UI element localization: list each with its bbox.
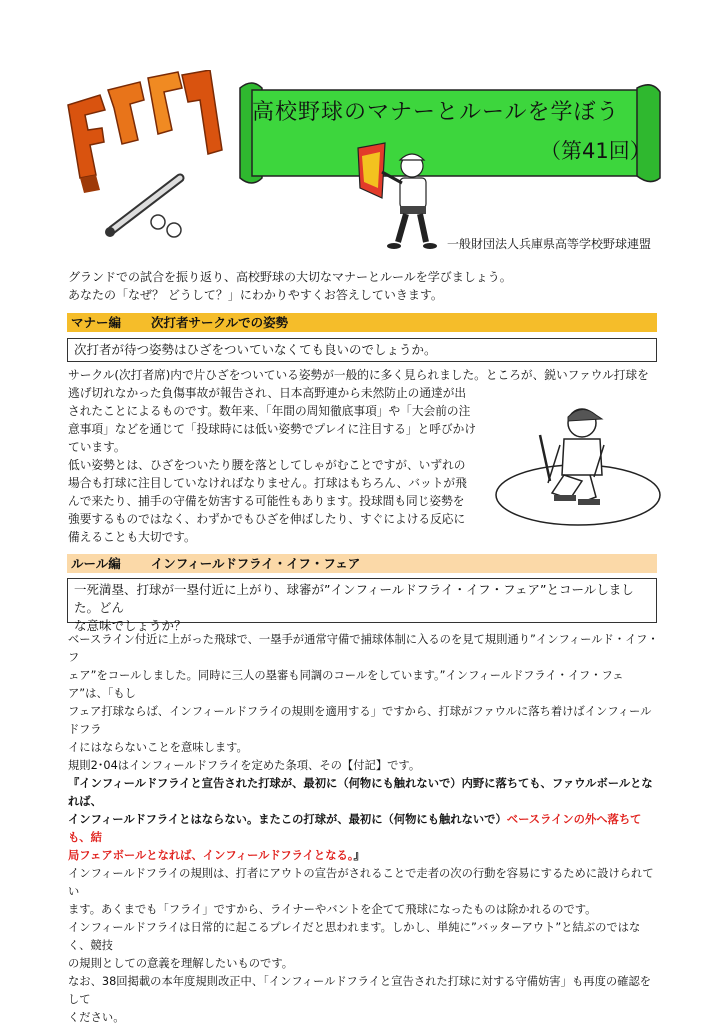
paragraph-line: 強要するものではなく、わずかでもひざを伸ばしたり、すぐによける反応に <box>68 512 466 526</box>
paragraph-line: されたことによるものです。数年来、「年間の周知徹底事項」や「大会前の注 <box>68 404 471 418</box>
player-with-flag-illustration <box>350 138 440 253</box>
question-text: 次打者が待つ姿勢はひざをついていなくても良いのでしょうか。 <box>74 342 437 357</box>
paragraph-line: イにはならないことを意味します。 <box>68 741 248 754</box>
paragraph-line: 備えることも大切です。 <box>68 530 196 544</box>
paragraph-line: なお、38回掲載の本年度規則改正中、「インフィールドフライと宣告された打球に対する守備妨害」も再度の確認をして <box>68 975 652 1006</box>
paragraph-line: の規則としての意義を理解したいものです。 <box>68 957 294 970</box>
intro-line: グランドでの試合を振り返り、高校野球の大切なマナーとルールを学びましょう。 <box>68 270 512 284</box>
intro-line: あなたの「なぜ？ どうして？」にわかりやすくお答えしていきます。 <box>68 288 443 302</box>
question-text: な意味でしょうか？ <box>74 618 187 633</box>
rule-quote-line: 『インフィールドフライと宣告された打球が、最初に（何物にも触れないで）内野に落ちても、ファウルボールとなれば、 <box>68 777 653 808</box>
fairplay-logo <box>60 70 230 245</box>
rule-quote-emphasis: 局フェアボールとなれば、インフィールドフライとなる。 <box>68 849 354 862</box>
paragraph-line: ます。あくまでも「フライ」ですから、ライナーやバントを企てて飛球になったものは除かれるのです。 <box>68 903 597 916</box>
section-label: マナー編 <box>71 315 122 330</box>
rule-quote-emphasis: ベースラインの外へ落ちても、結 <box>68 813 642 844</box>
rule-answer <box>68 631 660 1027</box>
question-text: 一死満塁、打球が一塁付近に上がり、球審が”インフィールドフライ・イフ・フェア”とコールしました。どん <box>74 582 634 615</box>
paragraph-line: ください。 <box>68 1011 125 1024</box>
organization-name: 一般財団法人兵庫県高等学校野球連盟 <box>447 237 652 251</box>
paragraph-line: フェア打球ならば、インフィールドフライの規則を適用する」ですから、打球がファウルに落ち着けばインフィールドフラ <box>68 705 652 736</box>
paragraph-line: 逃げ切れなかった負傷事故が報告され、日本高野連から未然防止の通達が出 <box>68 386 467 400</box>
paragraph-line: 低い姿勢とは、ひざをついたり腰を落としてしゃがむことですが、いずれの <box>68 458 466 472</box>
intro-text <box>68 268 668 304</box>
logo-letters <box>68 70 222 193</box>
rule-question-box <box>67 578 657 633</box>
paragraph-line: ベースライン付近に上がった飛球で、一塁手が通常守備で捕球体制に入るのを見て規則通り”インフィールド・イフ・フ <box>68 633 659 664</box>
section-topic: インフィールドフライ・イフ・フェア <box>150 556 361 571</box>
rule-quote-text: インフィールドフライとはならない。またこの打球が、最初に（何物にも触れないで） <box>68 813 507 826</box>
paragraph-line: サークル(次打者席)内で片ひざをついている姿勢が一般的に多く見られました。ところが、鋭いファウル打球を <box>68 368 649 382</box>
paragraph-line: インフィールドフライの規則は、打者にアウトの宣告がされることで走者の次の行動を容易にするために設けられてい <box>68 867 654 898</box>
section-label: ルール編 <box>71 556 121 571</box>
paragraph-line: 意事項」などを通じて「投球時には低い姿勢でプレイに注目する」と呼びかけ <box>68 422 477 436</box>
manner-question-box <box>67 338 657 362</box>
banner-title: 高校野球のマナーとルールを学ぼう <box>252 100 620 125</box>
section-topic: 次打者サークルでの姿勢 <box>151 315 289 330</box>
rule-quote-close: 』 <box>353 849 365 862</box>
kneeling-batter-illustration <box>490 395 665 535</box>
paragraph-line: んで来たり、捕手の守備を妨害する可能性もあります。投球間も同じ姿勢を <box>68 494 465 508</box>
ball-icon <box>151 215 165 229</box>
paragraph-line: ェア”をコールしました。同時に三人の塁審も同調のコールをしています。”インフィールドフライ・イフ・フェア”は、「もし <box>68 669 624 700</box>
rule-section-header <box>67 554 657 573</box>
banner-issue-number: （第41回） <box>540 139 651 163</box>
manner-section-header <box>67 313 657 332</box>
rule-reference: 規則2･04はインフィールドフライを定めた条項、その【付記】です。 <box>68 759 421 772</box>
paragraph-line: 場合も打球に注目していなければなりません。打球はもちろん、バットが飛 <box>68 476 467 490</box>
paragraph-line: インフィールドフライは日常的に起こるプレイだと思われます。しかし、単純に”バッターアウト”と結ぶのではなく、競技 <box>68 921 641 952</box>
paragraph-line: ています。 <box>68 440 126 454</box>
ball-icon <box>167 223 181 237</box>
